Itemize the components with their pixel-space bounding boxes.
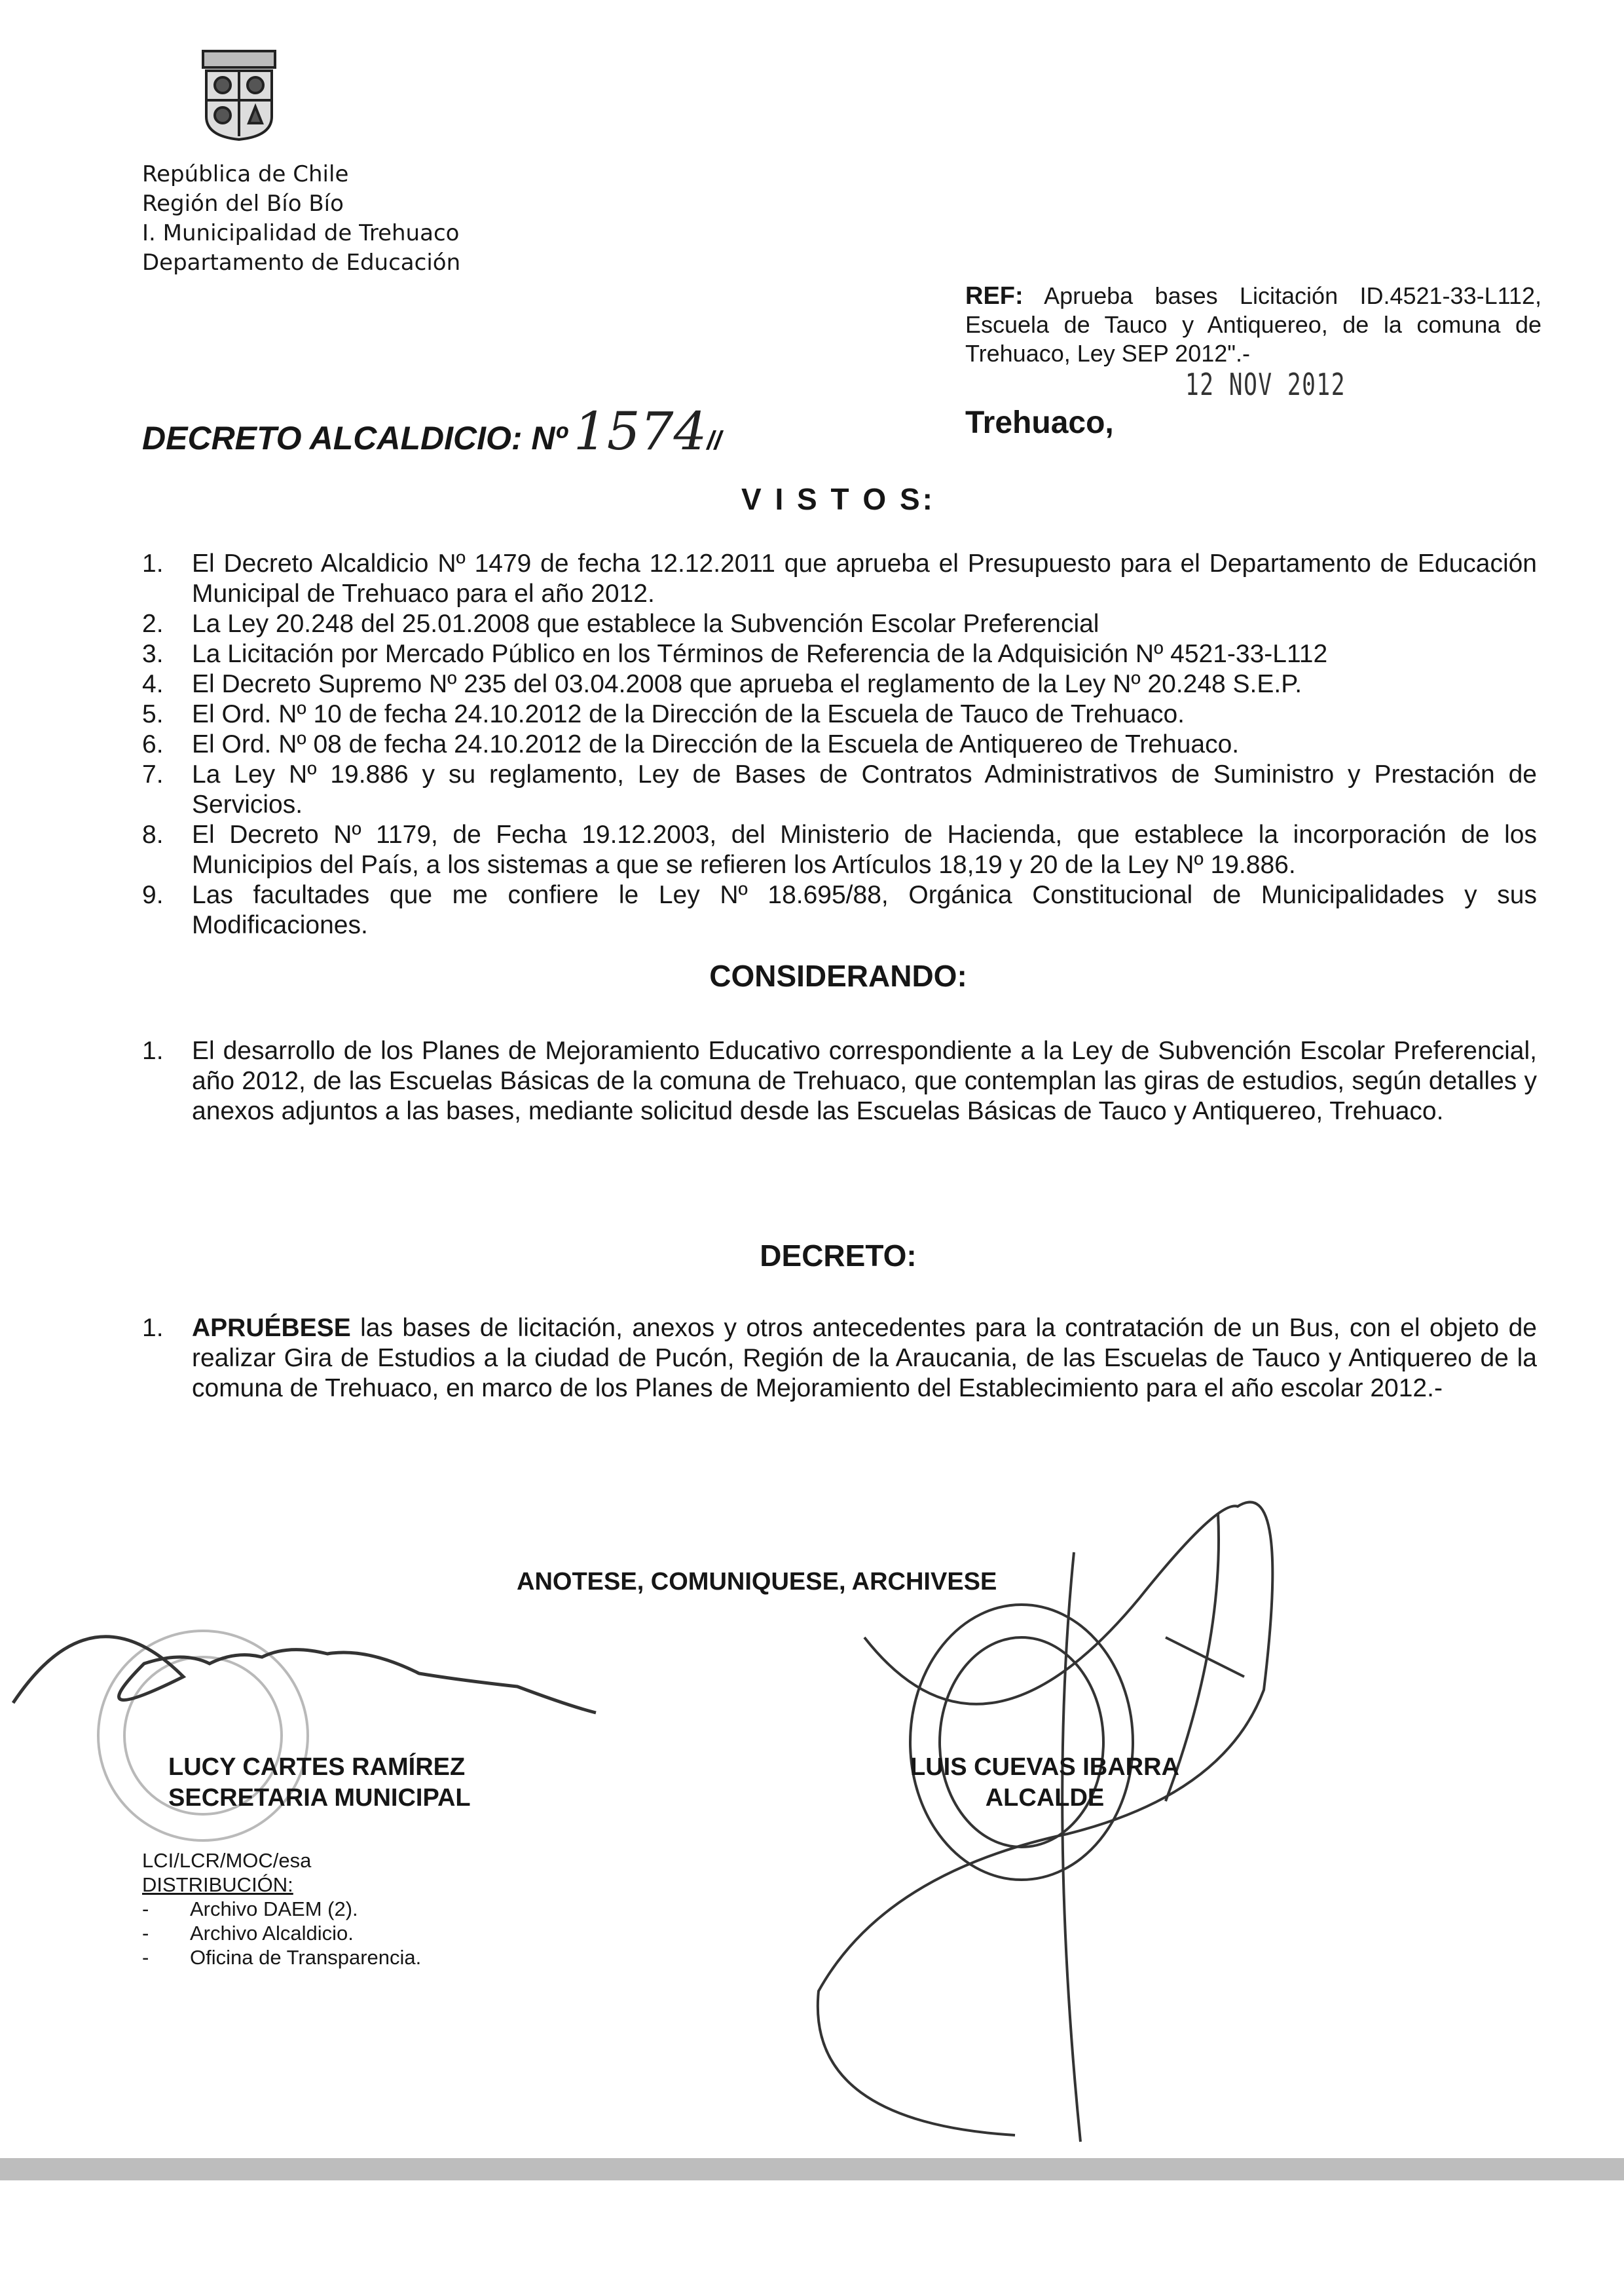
right-seal — [910, 1605, 1133, 1880]
initials: LCI/LCR/MOC/esa — [142, 1849, 312, 1872]
closing-formula: ANOTESE, COMUNIQUESE, ARCHIVESE — [517, 1568, 997, 1595]
signatory-name: LUCY CARTES RAMÍREZ — [168, 1753, 466, 1781]
distribution-item: - Archivo Alcaldicio. — [142, 1922, 354, 1945]
item-text: El Decreto Supremo Nº 235 del 03.04.2008 que aprueba el reglamento de la Ley Nº 20.248 S.E.P. — [192, 670, 1302, 698]
list-item: 2. La Ley 20.248 del 25.01.2008 que establece la Subvención Escolar Preferencial — [142, 609, 1537, 639]
distribution-label: DISTRIBUCIÓN: — [142, 1873, 293, 1896]
signatory-title: ALCALDE — [985, 1784, 1105, 1812]
ref-label: REF: — [965, 282, 1024, 310]
header-line: República de Chile — [142, 161, 349, 187]
left-signatory — [168, 1752, 471, 1814]
list-item: 3. La Licitación por Mercado Público en los Términos de Referencia de la Adquisición Nº 4521-33-L112 — [142, 639, 1537, 669]
place: Trehuaco, — [965, 405, 1114, 440]
item-text: El desarrollo de los Planes de Mejoramiento Educativo correspondiente a la Ley de Subvención Escolar Preferencial, año 2012, de las Escuelas Básicas de la comuna de Trehuaco, que contemplan las giras de estudios, según detalles y anexos adjuntos a las bases, mediante solicitud desde las Escuelas Básicas de Tauco y Antiquereo, Trehuaco. — [192, 1037, 1537, 1125]
list-item: 9. Las facultades que me confiere le Ley Nº 18.695/88, Orgánica Constitucional de Municipalidades y sus Modificaciones. — [142, 881, 1537, 939]
list-item: 4. El Decreto Supremo Nº 235 del 03.04.2008 que aprueba el reglamento de la Ley Nº 20.248 S.E.P. — [142, 669, 1537, 700]
header-line: Departamento de Educación — [142, 250, 461, 276]
item-text: La Ley Nº 19.886 y su reglamento, Ley de Bases de Contratos Administrativos de Suministro y Prestación de Servicios. — [192, 760, 1537, 819]
distribution-text: Archivo Alcaldicio. — [190, 1922, 354, 1945]
decree-handwritten-number: 1574 — [573, 401, 707, 462]
decree-number — [142, 401, 722, 462]
scan-edge-band — [0, 2158, 1624, 2180]
date-stamp: 12 NOV 2012 — [1185, 367, 1346, 402]
item-text: El Decreto Alcaldicio Nº 1479 de fecha 12.12.2011 que aprueba el Presupuesto para el Departamento de Educación Municipal de Trehuaco para el año 2012. — [192, 550, 1537, 608]
list-item: 7. La Ley Nº 19.886 y su reglamento, Ley de Bases de Contratos Administrativos de Suministro y Prestación de Servicios. — [142, 760, 1537, 819]
right-signature — [818, 1502, 1273, 2142]
signatory-title: SECRETARIA MUNICIPAL — [168, 1784, 471, 1812]
list-item: 1. El Decreto Alcaldicio Nº 1479 de fecha 12.12.2011 que aprueba el Presupuesto para el Departamento de Educación Municipal de Trehuaco para el año 2012. — [142, 550, 1537, 608]
left-signature — [13, 1637, 596, 1713]
list-item: 1. El desarrollo de los Planes de Mejoramiento Educativo correspondiente a la Ley de Subvención Escolar Preferencial, año 2012, de las Escuelas Básicas de la comuna de Trehuaco, que contemplan las giras de estudios, según detalles y anexos adjuntos a las bases, mediante solicitud desde las Escuelas Básicas de Tauco y Antiquereo, Trehuaco. — [142, 1037, 1537, 1125]
right-signatory — [910, 1752, 1179, 1814]
vistos-heading: V I S T O S: — [741, 482, 935, 516]
issuer-header — [142, 160, 460, 278]
distribution-text: Archivo DAEM (2). — [190, 1897, 358, 1920]
considerando-list — [142, 1036, 1537, 1127]
distribution-item: - Oficina de Transparencia. — [142, 1946, 422, 1969]
item-text: La Ley 20.248 del 25.01.2008 que establece la Subvención Escolar Preferencial — [192, 610, 1099, 638]
decree-suffix: // — [707, 426, 722, 455]
list-item: 6. El Ord. Nº 08 de fecha 24.10.2012 de la Dirección de la Escuela de Antiquereo de Trehuaco. — [142, 730, 1537, 760]
ref-text: Aprueba bases Licitación ID.4521-33-L112, Escuela de Tauco y Antiquereo, de la comuna de Trehuaco, Ley SEP 2012".- — [965, 282, 1541, 367]
item-text: El Ord. Nº 10 de fecha 24.10.2012 de la Dirección de la Escuela de Tauco de Trehuaco. — [192, 700, 1185, 728]
list-item: 5. El Ord. Nº 10 de fecha 24.10.2012 de la Dirección de la Escuela de Tauco de Trehuaco. — [142, 700, 1537, 730]
decreto-heading: DECRETO: — [760, 1239, 917, 1273]
decree-label: DECRETO ALCALDICIO: Nº — [142, 420, 567, 457]
signatory-name: LUIS CUEVAS IBARRA — [910, 1753, 1179, 1781]
header-line: I. Municipalidad de Trehuaco — [142, 220, 460, 246]
decreto-list — [142, 1313, 1537, 1404]
item-text: Las facultades que me confiere le Ley Nº 18.695/88, Orgánica Constitucional de Municipalidades y sus Modificaciones. — [192, 881, 1537, 939]
header-line: Región del Bío Bío — [142, 191, 344, 217]
footer — [142, 1848, 421, 1969]
list-item: 8. El Decreto Nº 1179, de Fecha 19.12.2003, del Ministerio de Hacienda, que establece la incorporación de los Municipios del País, a los sistemas a que se refieren los Artículos 18,19 y 20 de la Ley Nº 19.886. — [142, 821, 1537, 879]
vistos-list — [142, 549, 1537, 941]
distribution-text: Oficina de Transparencia. — [190, 1946, 422, 1969]
considerando-heading: CONSIDERANDO: — [709, 959, 967, 993]
item-text: El Decreto Nº 1179, de Fecha 19.12.2003, del Ministerio de Hacienda, que establece la incorporación de los Municipios del País, a los sistemas a que se refieren los Artículos 18,19 y 20 de la Ley Nº 19.886. — [192, 821, 1537, 879]
item-text: las bases de licitación, anexos y otros antecedentes para la contratación de un Bus, con el objeto de realizar Gira de Estudios a la ciudad de Pucón, Región de la Araucania, de las Escuelas de Tauco y Antiquereo de la comuna de Trehuaco, en marco de los Planes de Mejoramiento del Establecimiento para el año escolar 2012.- — [192, 1314, 1537, 1402]
distribution-item: - Archivo DAEM (2). — [142, 1897, 358, 1920]
approve-keyword: APRUÉBESE — [192, 1314, 351, 1342]
list-item: 1. APRUÉBESE las bases de licitación, anexos y otros antecedentes para la contratación de un Bus, con el objeto de realizar Gira de Estudios a la ciudad de Pucón, Región de la Araucania, de las Escuelas de Tauco y Antiquereo de la comuna de Trehuaco, en marco de los Planes de Mejoramiento del Establecimiento para el año escolar 2012.- — [142, 1314, 1537, 1402]
item-text: La Licitación por Mercado Público en los Términos de Referencia de la Adquisición Nº 4521-33-L112 — [192, 640, 1328, 668]
item-text: El Ord. Nº 08 de fecha 24.10.2012 de la Dirección de la Escuela de Antiquereo de Trehuaco. — [192, 730, 1240, 758]
reference-block — [965, 282, 1541, 368]
